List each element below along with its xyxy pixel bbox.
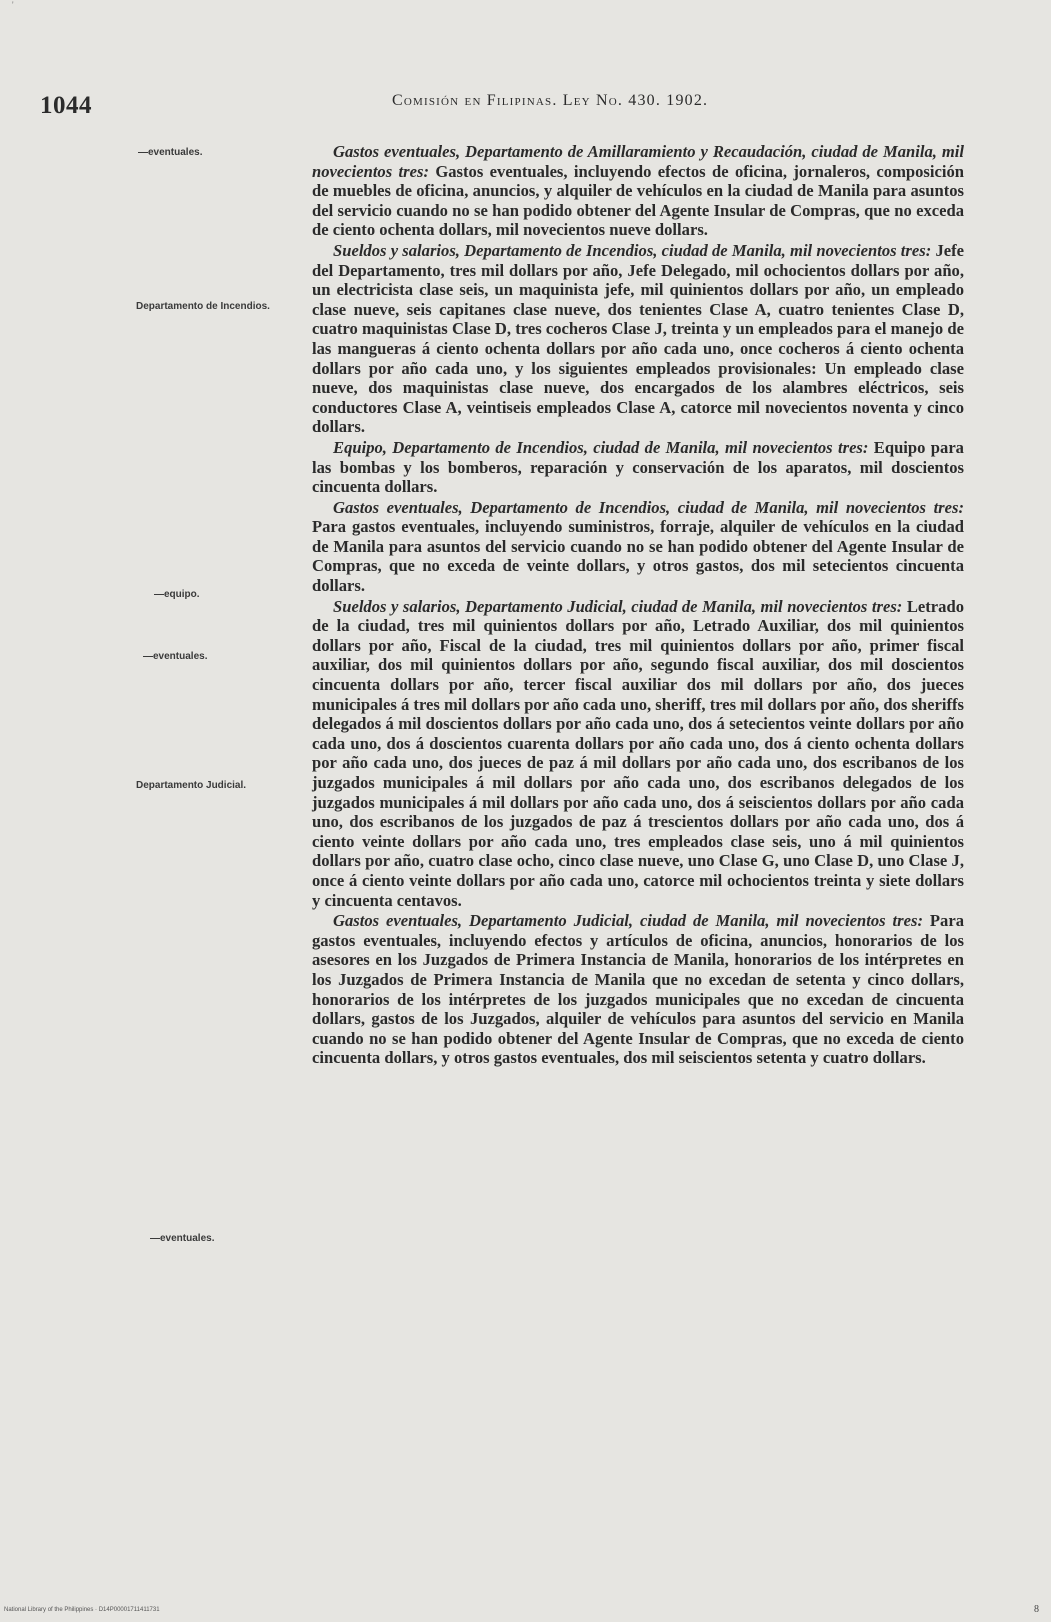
main-text-column — [312, 142, 964, 1068]
paragraph-incendios-equipo: Equipo, Departamento de Incendios, ciudad de Manila, mil novecientos tres: Equipo para las bombas y los bomberos, reparación y conservación de los aparatos, mil doscientos cincuenta dollars. — [312, 437, 964, 497]
paragraph-incendios-eventuales: Gastos eventuales, Departamento de Incendios, ciudad de Manila, mil novecientos tres: Para gastos eventuales, incluyendo suministros, forraje, alquiler de vehículos en la ciudad de Manila para asuntos del servicio cuando no se han podido obtener del Agente Insular de Compras, que no exceda de veinte dollars, y otros gastos, dos mil setecientos cincuenta dollars. — [312, 497, 964, 596]
paragraph-judicial-sueldos: Sueldos y salarios, Departamento Judicial, ciudad de Manila, mil novecientos tres: Letrado de la ciudad, tres mil quinientos dollars por año, Letrado Auxiliar, dos mil quinientos dollars por año, Fiscal de la ciudad, tres mil quinientos dollars por año, primer fiscal auxiliar, dos mil quinientos dollars por año, segundo fiscal auxiliar, dos mil doscientos cincuenta dollars por año, tercer fiscal auxiliar dos mil dollars por año, dos jueces municipales á tres mil dollars por año cada uno, sheriff, tres mil dollars por año, dos sheriffs delegados á mil doscientos dollars por año cada uno, dos á setecientos veinte dollars por año cada uno, dos á doscientos cuarenta dollars por año cada uno, dos á ciento ochenta dollars por año cada uno, dos jueces de paz á mil dollars por año cada uno, dos escribanos de los juzgados municipales á mil dollars por año cada uno, dos escribanos delegados de los juzgados municipales á mil dollars por año cada uno, dos á seiscientos dollars por año cada uno, dos escribanos de los juzgados de paz á trescientos dollars por año cada uno, dos á ciento veinte dollars por año cada uno, tres empleados clase seis, uno á mil quinientos dollars por año, cuatro clase ocho, cinco clase nueve, uno Clase G, uno Clase D, uno Clase J, once á ciento veinte dollars por año cada uno, catorce mil ochocientos treinta y siete dollars y cincuenta centavos. — [312, 596, 964, 910]
edge-mark: ' — [12, 0, 14, 10]
running-head: Comisión en Filipinas. Ley No. 430. 1902. — [392, 92, 709, 109]
margin-note-eventuales-2: —eventuales. — [143, 651, 208, 662]
page-number: 1044 — [40, 92, 92, 119]
margin-note-incendios: Departamento de Incendios. — [136, 301, 270, 312]
paragraph-judicial-eventuales: Gastos eventuales, Departamento Judicial, ciudad de Manila, mil novecientos tres: Para gastos eventuales, incluyendo efectos y artículos de oficina, anuncios, honorarios de los asesores en los Juzgados de Primera Instancia de Manila, honorarios de los intérpretes en los Juzgados de Primera Instancia de Manila que no excedan de setenta y cinco dollars, honorarios de los intérpretes de los juzgados municipales que no excedan de cincuenta dollars, gastos de los Juzgados, alquiler de vehículos para asuntos del servicio en Manila cuando no se han podido obtener del Agente Insular de Compras, que no exceda de ciento cincuenta dollars, y otros gastos eventuales, dos mil seiscientos setenta y cuatro dollars. — [312, 911, 964, 1068]
footer-credit: National Library of the Philippines · D14P00001711411731 — [4, 1607, 160, 1613]
paragraph-amillaramiento-eventuales: Gastos eventuales, Departamento de Amillaramiento y Recaudación, ciudad de Manila, mil novecientos tres: Gastos eventuales, incluyendo efectos de oficina, jornaleros, composición de muebles de oficina, anuncios, y alquiler de vehículos en la ciudad de Manila para asuntos del servicio cuando no se han podido obtener del Agente Insular de Compras, que no exceda de ciento ochenta dollars, mil novecientos nueve dollars. — [312, 142, 964, 240]
margin-note-equipo: —equipo. — [154, 589, 200, 600]
margin-note-eventuales-3: —eventuales. — [150, 1233, 215, 1244]
margin-note-eventuales-1: —eventuales. — [138, 147, 203, 158]
margin-note-judicial: Departamento Judicial. — [136, 780, 247, 791]
corner-mark: 8 — [1034, 1604, 1039, 1615]
paragraph-incendios-sueldos: Sueldos y salarios, Departamento de Incendios, ciudad de Manila, mil novecientos tres: Jefe del Departamento, tres mil dollars por año, Jefe Delegado, mil ochocientos dollars por año, un electricista clase seis, un maquinista jefe, mil quinientos dollars por año, un empleado clase nueve, seis capitanes clase nueve, dos tenientes Clase A, cuatro tenientes Clase D, cuatro maquinistas Clase D, tres cocheros Clase J, treinta y un empleados para el manejo de las mangueras á ciento ochenta dollars por año cada uno, once cocheros á ciento ochenta dollars por año cada uno, y los siguientes empleados provisionales: Un empleado clase nueve, dos maquinistas clase nueve, dos encargados de los alambres eléctricos, seis conductores Clase A, veintiseis empleados Clase A, catorce mil novecientos noventa y cinco dollars. — [312, 240, 964, 437]
